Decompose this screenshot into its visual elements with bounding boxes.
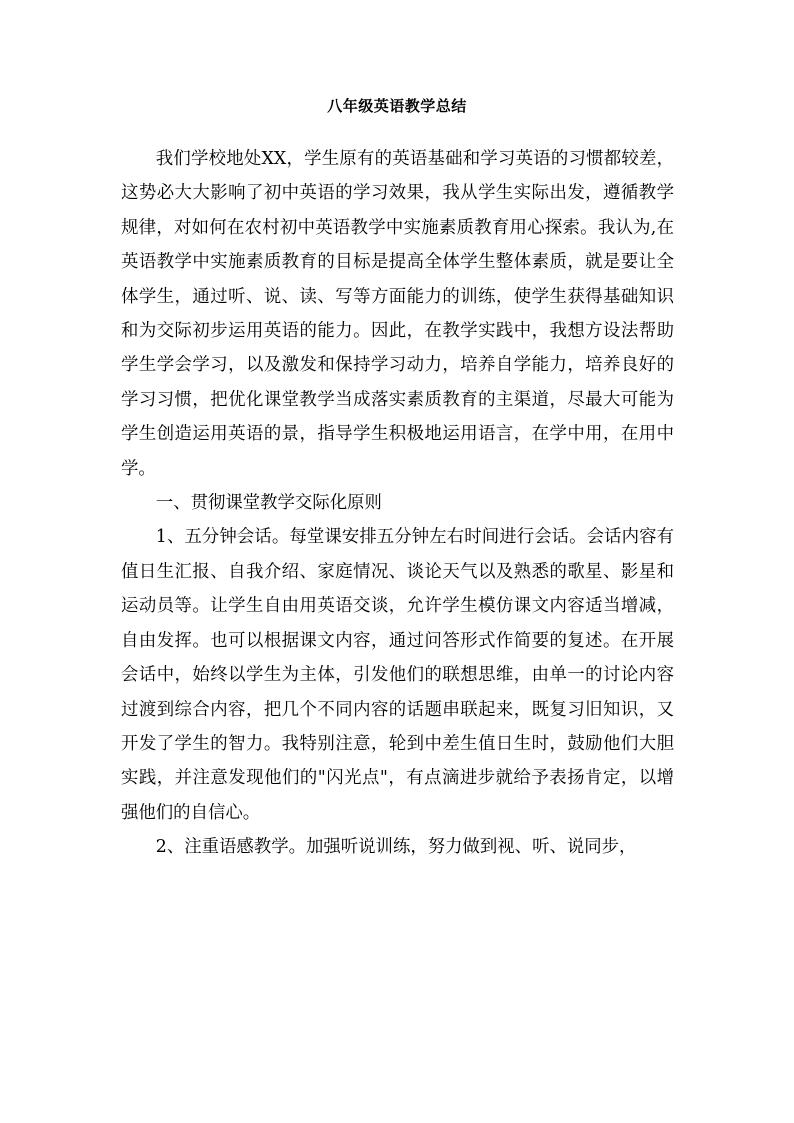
document-title: 八年级英语教学总结 bbox=[327, 97, 467, 115]
section-heading-1: 一、贯彻课堂教学交际化原则 bbox=[155, 493, 382, 514]
document-body bbox=[121, 142, 674, 865]
paragraph-intro: 我们学校地处XX，学生原有的英语基础和学习英语的习惯都较差，这势必大大影响了初中英语的学习效果，我从学生实际出发，遵循教学规律，对如何在农村初中英语教学中实施素质教育用心探索。我认为,在英语教学中实施素质教育的目标是提高全体学生整体素质，就是要让全体学生，通过听、说、读、写等方面能力的训练，使学生获得基础知识和为交际初步运用英语的能力。因此，在教学实践中，我想方设法帮助学生学会学习，以及激发和保持学习动力，培养自学能力，培养良好的学习习惯，把优化课堂教学当成落实素质教育的主渠道，尽最大可能为学生创造运用英语的景，指导学生积极地运用语言，在学中用，在用中学。 bbox=[121, 149, 674, 479]
paragraph-item-1: 1、五分钟会话。每堂课安排五分钟左右时间进行会话。会话内容有值日生汇报、自我介绍、家庭情况、谈论天气以及熟悉的歌星、影星和运动员等。让学生自由用英语交谈，允许学生模仿课文内容适当增减，自由发挥。也可以根据课文内容，通过问答形式作简要的复述。在开展会话中，始终以学生为主体，引发他们的联想思维，由单一的讨论内容过渡到综合内容，把几个不同内容的话题串联起来，既复习旧知识，又开发了学生的智力。我特别注意，轮到中差生值日生时，鼓励他们大胆实践，并注意发现他们的"闪光点"，有点滴进步就给予表扬肯定，以增强他们的自信心。 bbox=[121, 527, 674, 823]
paragraph-item-2: 2、注重语感教学。加强听说训练，努力做到视、听、说同步， bbox=[155, 837, 637, 858]
